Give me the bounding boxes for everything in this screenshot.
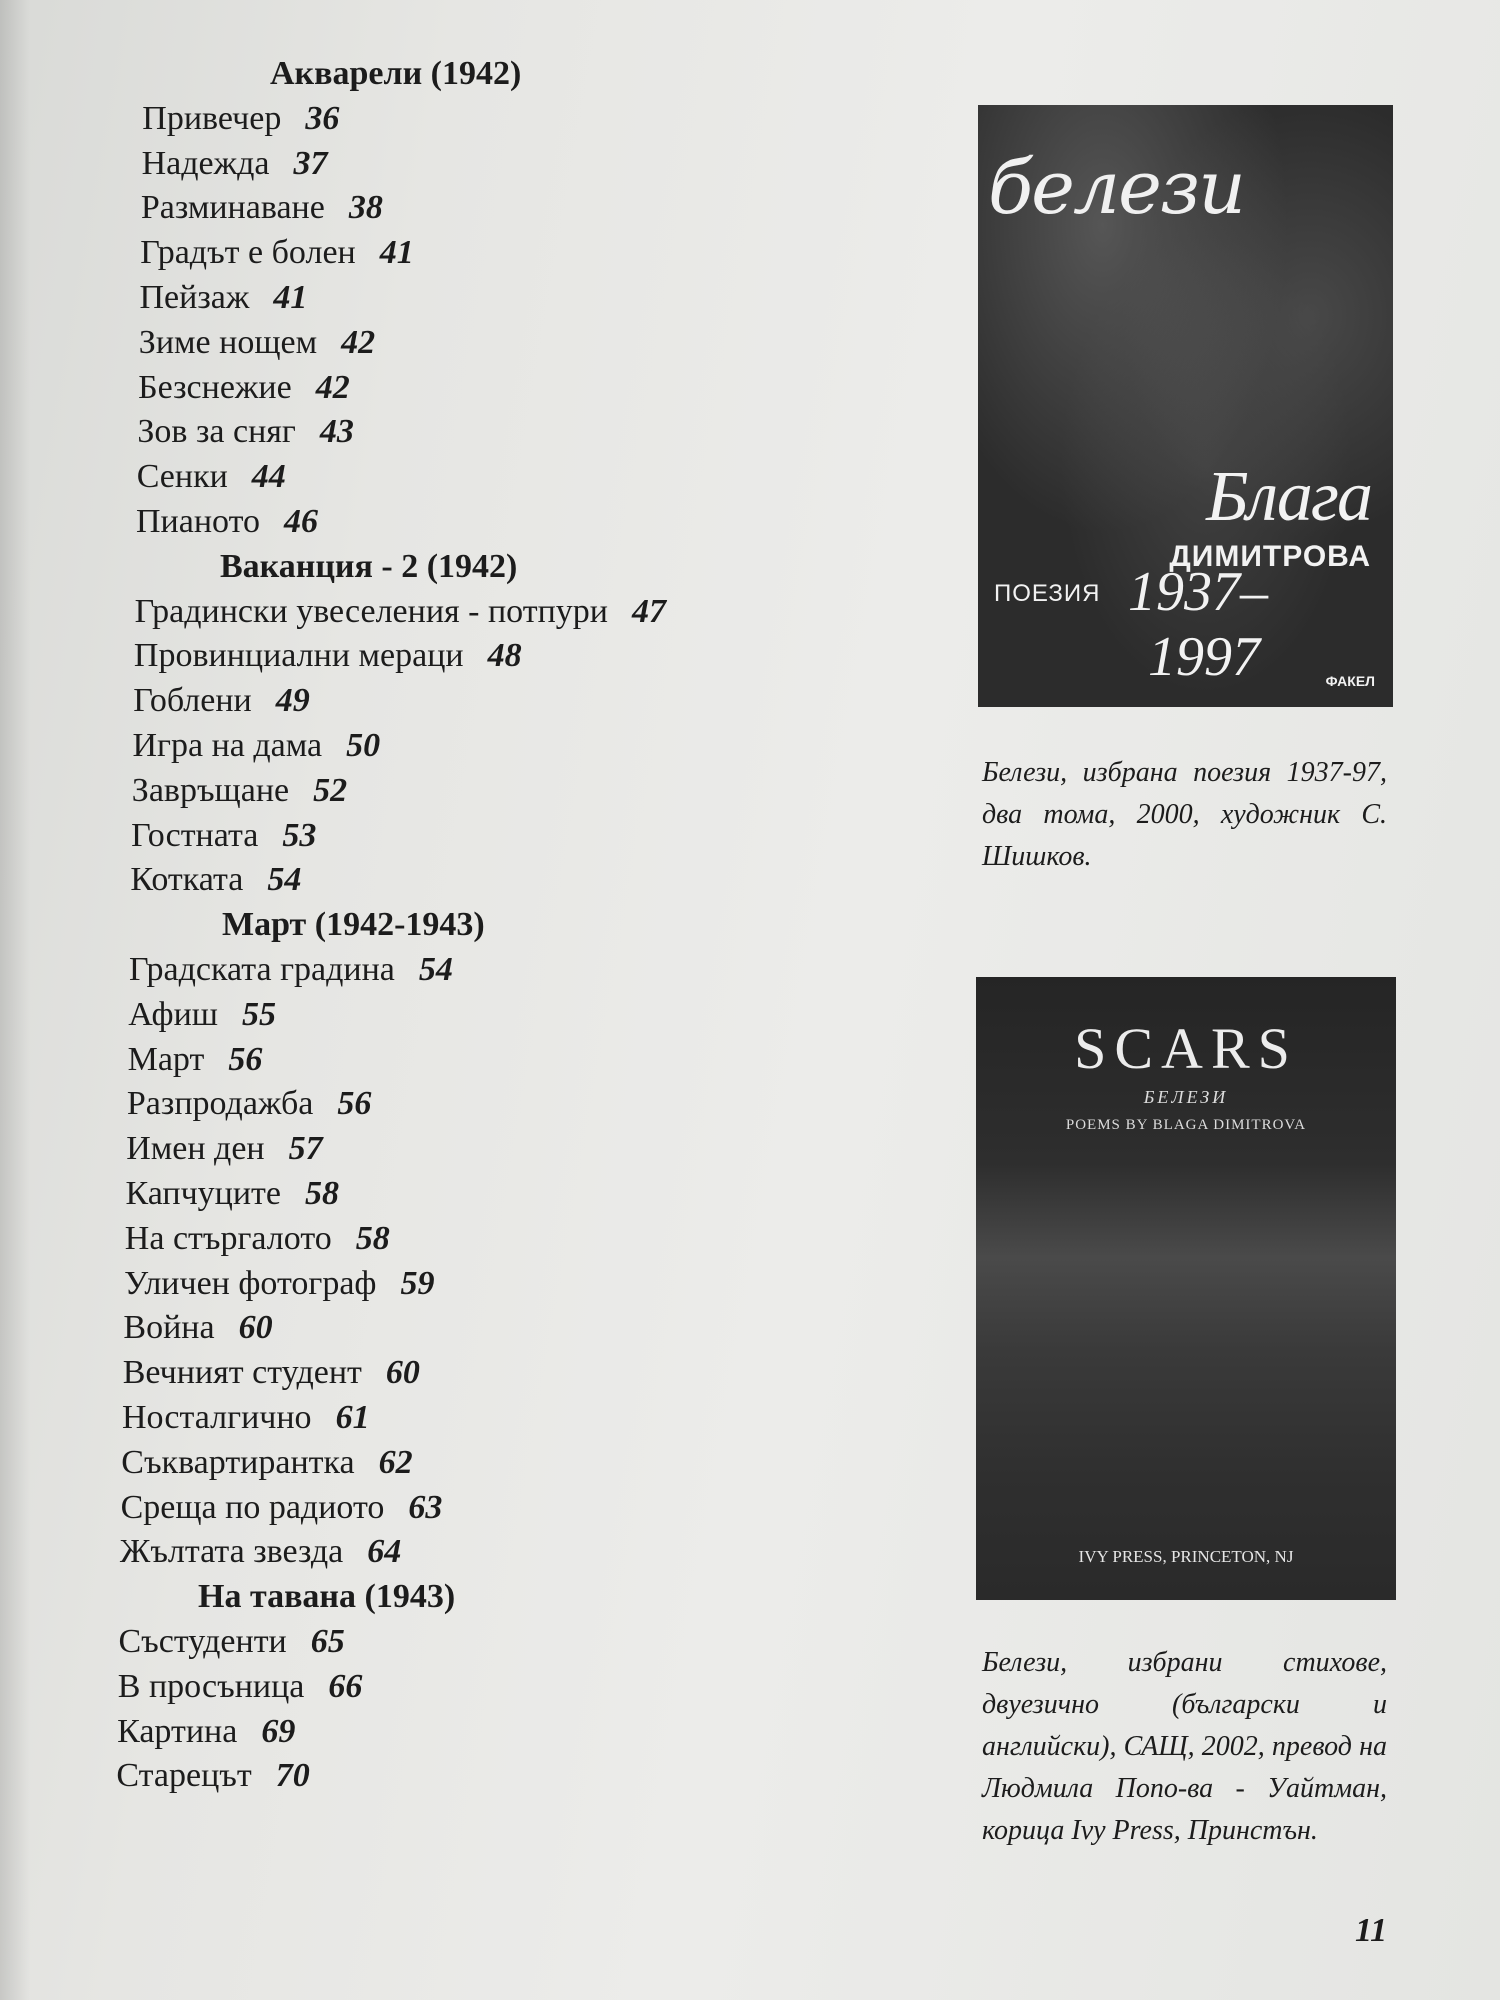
toc-entry-page: 46 — [284, 503, 318, 540]
cover-author-first-name: Блага — [1206, 456, 1371, 536]
toc-entry — [121, 1489, 443, 1527]
toc-entry-title: Гоблени — [133, 682, 252, 720]
toc-entry-page: 54 — [418, 951, 453, 988]
toc-entry-title: Вечният студент — [122, 1354, 362, 1392]
toc-entry — [126, 1175, 340, 1213]
toc-entry — [137, 458, 286, 496]
cover-script-title: белези — [988, 145, 1244, 231]
cover-genre: ПОЕЗИЯ — [994, 580, 1101, 607]
toc-entry — [140, 279, 308, 317]
toc-entry-title: Градът е болен — [140, 234, 356, 272]
cover-years-start: 1937– — [1128, 561, 1268, 623]
toc-entry — [139, 324, 375, 362]
toc-entry-title: Разпродажба — [126, 1085, 314, 1123]
toc-entry — [129, 951, 453, 989]
toc-entry — [122, 1399, 370, 1437]
toc-entry-title: Игра на дама — [132, 727, 323, 764]
book-cover-scars-image — [976, 977, 1396, 1600]
toc-entry-page: 70 — [275, 1757, 310, 1795]
toc-entry — [121, 1444, 412, 1482]
toc-entry-page: 56 — [228, 1040, 263, 1078]
toc-entry-page: 54 — [267, 861, 302, 899]
toc-entry-page: 60 — [238, 1309, 273, 1347]
section-heading: Ваканция - 2 (1942) — [220, 547, 518, 585]
toc-entry-page: 49 — [275, 682, 310, 720]
toc-entry-page: 56 — [337, 1085, 372, 1123]
toc-entry-page: 47 — [632, 592, 666, 630]
toc-entry — [120, 1533, 401, 1571]
toc-entry — [119, 1623, 345, 1661]
section-heading: На тавана (1943) — [198, 1578, 456, 1616]
toc-entry-page: 43 — [319, 413, 354, 451]
toc-entry — [116, 1757, 309, 1795]
toc-entry-title: Капчуците — [125, 1175, 282, 1212]
cover2-title: SCARS — [1074, 1016, 1298, 1081]
toc-entry — [123, 1309, 272, 1347]
toc-entry — [123, 1354, 420, 1392]
cover-years-end: 1997 — [1148, 626, 1260, 688]
toc-entry-title: Пейзаж — [139, 279, 250, 316]
toc-entry — [142, 100, 339, 138]
toc-entry — [128, 1041, 263, 1079]
toc-entry-title: Старецът — [116, 1757, 252, 1795]
toc-entry — [125, 1220, 390, 1258]
toc-entry-title: Разминаване — [140, 189, 325, 227]
toc-entry-page: 69 — [261, 1712, 296, 1750]
section-heading: Март (1942-1943) — [222, 906, 485, 944]
toc-entry — [133, 727, 381, 765]
toc-entry-title: Съквартирантка — [121, 1443, 355, 1481]
toc-entry — [142, 145, 328, 183]
toc-entry — [130, 861, 301, 899]
toc-entry-page: 60 — [385, 1354, 420, 1392]
book-cover-belezi-image — [978, 105, 1393, 707]
toc-entry — [117, 1713, 295, 1751]
toc-entry-page: 38 — [348, 189, 383, 227]
cover2-publisher: IVY PRESS, PRINCETON, NJ — [1078, 1547, 1294, 1566]
toc-entry-title: Март — [127, 1040, 205, 1078]
toc-entry-title: Зиме нощем — [138, 323, 318, 361]
toc-entry-title: Носталгично — [122, 1399, 312, 1436]
toc-entry-page: 36 — [305, 99, 340, 137]
toc-entry-page: 53 — [282, 816, 317, 854]
cover2-caption: Белези, избрани стихове, двуезично (български и английски), САЩ, 2002, превод на Людмила Попо-ва - Уайтман, корица Ivy Press, Принстън. — [982, 1647, 1387, 1846]
toc-entry — [133, 682, 310, 720]
toc-entry-title: Надежда — [141, 144, 270, 182]
toc-entry-title: Котката — [130, 861, 244, 899]
toc-entry-title: На стъргалото — [124, 1219, 332, 1257]
toc-entry-title: Провинциални мераци — [133, 637, 464, 675]
toc-entry-page: 41 — [379, 234, 414, 272]
toc-entry-page: 58 — [355, 1219, 390, 1257]
cover1-caption: Белези, избрана поезия 1937-97, два тома, 2000, художник С. Шишков. — [982, 757, 1387, 872]
cover2-byline: POEMS BY BLAGA DIMITROVA — [1065, 1117, 1307, 1133]
toc-entry-page: 48 — [487, 637, 522, 675]
toc-entry-page: 59 — [400, 1264, 435, 1302]
cover2-subtitle: БЕЛЕЗИ — [1143, 1087, 1229, 1107]
toc-entry-page: 44 — [251, 458, 286, 496]
toc-entry-title: Състуденти — [118, 1623, 287, 1660]
toc-entry-page: 66 — [328, 1667, 363, 1705]
toc-entry-title: Жълтата звезда — [119, 1533, 344, 1571]
toc-entry-title: Картина — [117, 1712, 238, 1750]
toc-entry-title: Сенки — [136, 458, 228, 496]
toc-entry — [137, 413, 353, 451]
toc-entry — [141, 189, 383, 227]
toc-entry-page: 58 — [305, 1175, 340, 1212]
toc-entry-page: 57 — [288, 1130, 323, 1168]
toc-entry — [136, 503, 318, 541]
toc-entry — [118, 1668, 363, 1706]
toc-entry-title: Пианото — [136, 503, 260, 540]
toc-entry-page: 62 — [378, 1443, 413, 1481]
toc-entry-page: 64 — [367, 1533, 402, 1571]
toc-entry-title: Зов за сняг — [137, 413, 296, 451]
toc-entry-page: 37 — [293, 144, 328, 182]
toc-entry-title: Афиш — [128, 995, 218, 1033]
toc-entry-title: Безснежие — [138, 368, 292, 406]
toc-entry-title: Градската градина — [129, 951, 395, 988]
toc-entry-page: 42 — [315, 368, 350, 406]
toc-entry-page: 41 — [273, 279, 308, 316]
toc-entry-page: 61 — [335, 1399, 370, 1436]
toc-entry-page: 55 — [241, 995, 276, 1033]
toc-entry-page: 50 — [346, 727, 381, 764]
cover-publisher: ФАКЕЛ — [1325, 673, 1375, 689]
toc-entry-title: Привечер — [142, 99, 282, 137]
toc-entry-title: Уличен фотограф — [124, 1264, 377, 1302]
toc-entry — [131, 817, 316, 855]
toc-entry-page: 52 — [313, 771, 348, 809]
toc-entry — [134, 637, 522, 675]
cover-author-last-name: ДИМИТРОВА — [1169, 540, 1371, 573]
toc-entry-title: Завръщане — [131, 771, 290, 809]
toc-entry-page: 65 — [310, 1623, 345, 1660]
page-number: 11 — [1355, 1912, 1388, 1949]
section-heading: Акварели (1942) — [270, 55, 522, 92]
toc-entry — [126, 1130, 322, 1168]
toc-entry-title: Среща по радиото — [120, 1488, 385, 1526]
toc-entry — [124, 1265, 434, 1303]
toc-entry-page: 63 — [408, 1488, 443, 1526]
toc-entry-title: Война — [123, 1309, 215, 1347]
toc-entry-title: В просъница — [117, 1667, 305, 1705]
toc-entry-title: Гостната — [131, 816, 259, 854]
toc-entry-title: Градински увеселения - потпури — [134, 592, 608, 630]
toc-entry — [127, 1085, 371, 1123]
toc-entry — [138, 369, 350, 407]
toc-entry-page: 42 — [341, 323, 376, 361]
toc-entry-title: Имен ден — [126, 1130, 265, 1168]
toc-entry — [132, 772, 347, 810]
toc-entry — [140, 234, 414, 272]
toc-entry — [135, 593, 666, 631]
toc-entry — [128, 996, 276, 1034]
